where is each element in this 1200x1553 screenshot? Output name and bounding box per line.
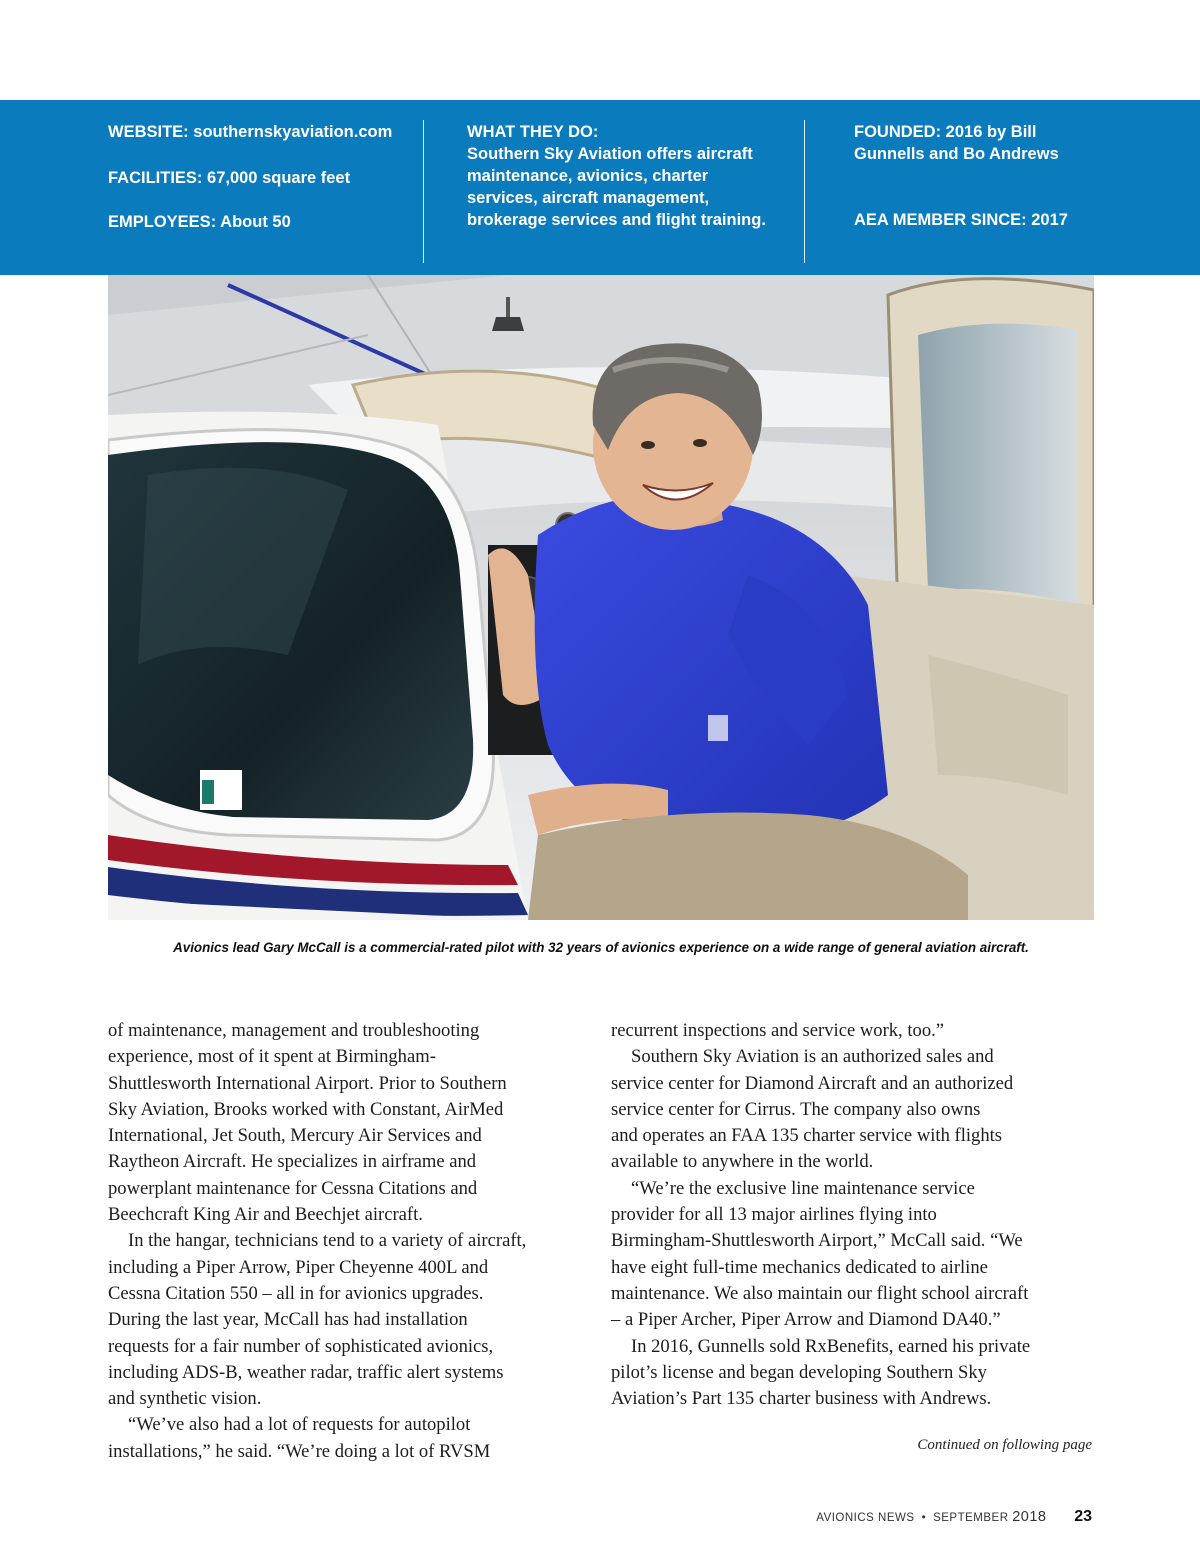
founded-line2: Gunnells and Bo Andrews [854,145,1059,163]
body-line: service center for Cirrus. The company also owns [611,1098,981,1120]
body-line: International, Jet South, Mercury Air Services and [108,1125,482,1147]
footer-separator: • [921,1512,927,1524]
body-line: experience, most of it spent at Birmingham- [108,1046,436,1068]
info-divider [804,120,805,263]
body-line: recurrent inspections and service work, too.” [611,1020,945,1041]
body-line: In 2016, Gunnells sold RxBenefits, earned his private [631,1335,1031,1357]
what-line: brokerage services and flight training. [467,211,766,229]
member-row [854,209,1154,231]
body-line: service center for Diamond Aircraft and an authorized [611,1072,1014,1094]
member-label: AEA MEMBER SINCE: [854,211,1027,229]
publication-name: AVIONICS NEWS [816,1512,915,1524]
page-footer [700,1508,1092,1526]
body-line: Southern Sky Aviation is an authorized sales and [631,1046,994,1068]
info-divider [423,120,424,263]
what-line: services, aircraft management, [467,189,710,207]
body-line: have eight full-time mechanics dedicated to airline [611,1256,988,1278]
body-line: of maintenance, management and troubleshooting [108,1020,480,1041]
founded-label: FOUNDED: [854,123,942,141]
member-value: 2017 [1031,211,1068,229]
employees-value: About 50 [220,213,291,231]
website-row [108,121,408,143]
body-line: pilot’s license and began developing Southern Sky [611,1361,987,1383]
body-line: provider for all 13 major airlines flying into [611,1204,937,1226]
body-line: “We’ve also had a lot of requests for autopilot [128,1414,471,1436]
body-line: including a Piper Arrow, Piper Cheyenne 400L and [108,1256,489,1278]
info-column-contact [108,121,408,233]
body-line: maintenance. We also maintain our flight school aircraft [611,1282,1029,1304]
founded-value: 2016 by Bill [945,123,1037,141]
employees-row [108,211,408,233]
body-line: During the last year, McCall has had installation [108,1309,468,1331]
body-line: Sky Aviation, Brooks worked with Constant, AirMed [108,1098,504,1120]
what-line: Southern Sky Aviation offers aircraft [467,145,753,163]
facilities-label: FACILITIES: [108,169,203,187]
body-line: available to anywhere in the world. [611,1151,874,1173]
continued-note: Continued on following page [917,1437,1092,1453]
facilities-value: 67,000 square feet [207,169,351,187]
feature-photo [108,275,1094,920]
body-line: Birmingham-Shuttlesworth Airport,” McCall said. “We [611,1230,1023,1252]
info-column-founded [854,121,1154,231]
what-label: WHAT THEY DO: [467,123,599,141]
body-line: “We’re the exclusive line maintenance service [631,1177,975,1199]
body-line: In the hangar, technicians tend to a variety of aircraft, [128,1230,527,1252]
what-line: maintenance, avionics, charter [467,167,709,185]
info-column-what [467,121,787,231]
website-value: southernskyaviation.com [193,123,393,141]
body-line: Beechcraft King Air and Beechjet aircraft. [108,1204,423,1226]
body-line: and operates an FAA 135 charter service with flights [611,1125,1003,1147]
employees-label: EMPLOYEES: [108,213,217,231]
info-bar [0,100,1200,275]
issue-month: SEPTEMBER [933,1512,1009,1524]
body-line: including ADS-B, weather radar, traffic alert systems [108,1361,504,1383]
page-number: 23 [1074,1508,1092,1525]
issue-year: 2018 [1012,1509,1047,1525]
body-line: installations,” he said. “We’re doing a lot of RVSM [108,1440,491,1462]
body-line: Cessna Citation 550 – all in for avionics upgrades. [108,1282,484,1304]
body-line: – a Piper Archer, Piper Arrow and Diamond DA40.” [611,1309,1001,1331]
body-line: powerplant maintenance for Cessna Citations and [108,1177,478,1199]
founded-row [854,121,1154,143]
body-line: requests for a fair number of sophisticated avionics, [108,1335,494,1357]
facilities-row [108,167,408,189]
body-column-left [108,1018,583,1465]
body-line: Aviation’s Part 135 charter business with Andrews. [611,1388,992,1410]
body-line: and synthetic vision. [108,1388,262,1410]
website-label: WEBSITE: [108,123,189,141]
body-line: Raytheon Aircraft. He specializes in airframe and [108,1151,477,1173]
photo-caption: Avionics lead Gary McCall is a commercial-rated pilot with 32 years of avionics experience on a wide range of general aviation aircraft. [173,940,1029,955]
body-line: Shuttlesworth International Airport. Prior to Southern [108,1072,507,1094]
body-column-right [611,1018,1086,1412]
